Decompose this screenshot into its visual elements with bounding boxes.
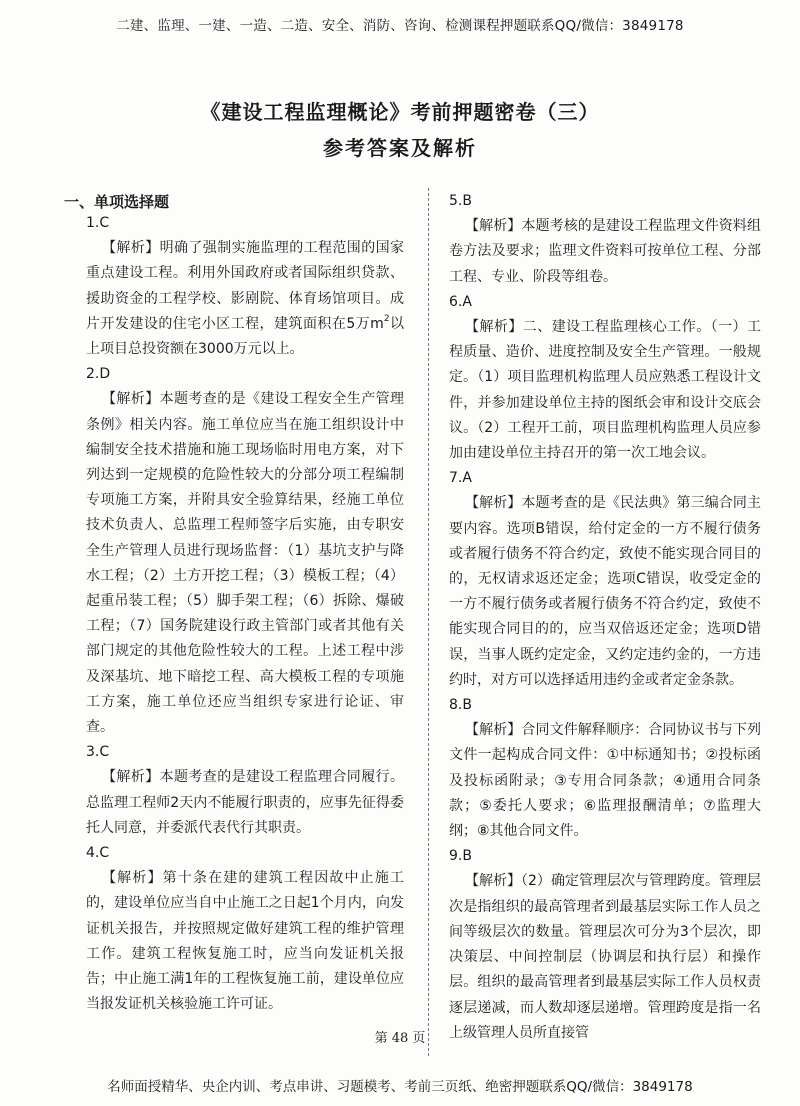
answer-explanation: 【解析】本题考查的是建设工程监理合同履行。总监理工程师2天内不能履行职责的，应事先征得委托人同意，并委派代表代行其职责。 [86,769,404,836]
answer-item [449,466,761,693]
answer-item [449,844,761,1046]
answer-number: 2.D [86,366,111,383]
answer-item [86,211,404,362]
answer-explanation: 【解析】本题考查的是《建设工程安全生产管理条例》相关内容。施工单位应当在施工组织设计中编制安全技术措施和施工现场临时用电方案，对下列达到一定规模的危险性较大的分部分项工程编制专项施工方案，并附具安全验算结果，经施工单位技术负责人、总监理工程师签字后实施，由专职安全生产管理人员进行现场监督：（1）基坑支护与降水工程；（2）土方开挖工程；（3）模板工程；（4）起重吊装工程；（5）脚手架工程；（6）拆除、爆破工程；（7）国务院建设行政主管部门或者其他有关部门规定的其他危险性较大的工程。上述工程中涉及深基坑、地下暗挖工程、高大模板工程的专项施工方案，施工单位还应当组织专家进行论证、审查。 [86,391,404,736]
page-subtitle: 参考答案及解析 [323,136,477,160]
column-divider [428,188,429,1056]
answer-item [86,841,404,1017]
footer-banner: 名师面授精华、央企内训、考点串讲、习题模考、考前三页纸、绝密押题联系QQ/微信：3849178 [107,1079,693,1095]
answer-explanation: 【解析】第十条在建的建筑工程因故中止施工的，建设单位应当自中止施工之日起1个月内，向发证机关报告，并按照规定做好建筑工程的维护管理工作。建筑工程恢复施工时，应当向发证机关报告；中止施工满1年的工程恢复施工前，建设单位应当报发证机关核验施工许可证。 [86,870,404,1013]
answer-item [449,693,761,844]
page-number: 第 48 页 [374,1031,426,1046]
answer-item [86,740,404,841]
answer-item [86,362,404,740]
answer-explanation: 【解析】（2）确定管理层次与管理跨度。管理层次是指组织的最高管理者到最基层实际工作人员之间等级层次的数量。管理层次可分为3个层次，即决策层、中间控制层（协调层和执行层）和操作层。组织的最高管理者到最基层实际工作人员权责逐层递减，而人数却逐层递增。管理跨度是指一名上级管理人员所直接管 [449,873,761,1041]
answer-explanation: 【解析】二、建设工程监理核心工作。（一）工程质量、造价、进度控制及安全生产管理。一般规定。（1）项目监理机构监理人员应熟悉工程设计文件，并参加建设单位主持的图纸会审和设计交底会议。（2）工程开工前，项目监理机构监理人员应参加由建设单位主持召开的第一次工地会议。 [449,319,761,462]
answer-number: 8.B [449,697,472,714]
answer-explanation: 【解析】本题考核的是建设工程监理文件资料组卷方法及要求；监理文件资料可按单位工程、分部工程、专业、阶段等组卷。 [449,218,761,285]
page-title: 《建设工程监理概论》考前押题密卷（三） [200,100,600,124]
answer-item [449,290,761,466]
answer-number: 6.A [449,293,472,310]
answer-number: 3.C [86,744,110,761]
answer-explanation: 【解析】本题考查的是《民法典》第三编合同主要内容。选项B错误，给付定金的一方不履行债务或者履行债务不符合约定，致使不能实现合同目的的，无权请求返还定金；选项C错误，收受定金的一方不履行债务或者履行债务不符合约定，致使不能实现合同目的的，应当双倍返还定金；选项D错误，当事人既约定定金，又约定违约金的，一方违约时，对方可以选择适用违约金或者定金条款。 [449,495,761,688]
answer-number: 4.C [86,845,110,862]
section-heading: 一、单项选择题 [64,193,170,211]
answer-explanation: 【解析】合同文件解释顺序：合同协议书与下列文件一起构成合同文件：①中标通知书；②投标函及投标函附录；③专用合同条款；④通用合同条款；⑤委托人要求；⑥监理报酬清单；⑦监理大纲；⑧其他合同文件。 [449,722,761,840]
answer-number: 1.C [86,215,110,231]
left-column [86,211,404,1018]
answer-number: 7.A [449,470,472,487]
answer-item [449,189,761,290]
answer-number: 9.B [449,848,472,865]
answer-number: 5.B [449,193,472,209]
answer-explanation: 【解析】明确了强制实施监理的工程范围的国家重点建设工程。利用外国政府或者国际组织贷款、援助资金的工程学校、影剧院、体育场馆项目。成片开发建设的住宅小区工程，建筑面积在5万$m^2$以上项目总投资额在3000万元以上。 [86,240,405,358]
header-banner: 二建、监理、一建、一造、二造、安全、消防、咨询、检测课程押题联系QQ/微信：3849178 [116,18,684,34]
right-column [449,189,761,1046]
